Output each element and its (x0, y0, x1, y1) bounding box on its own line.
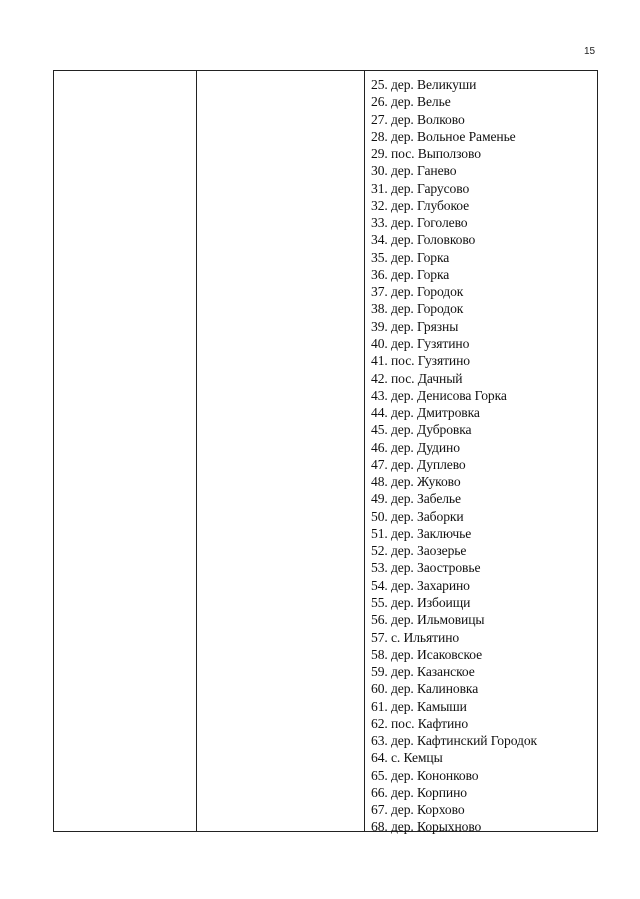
list-item: 59. дер. Казанское (371, 664, 475, 680)
list-item: 67. дер. Корхово (371, 802, 465, 818)
list-item: 54. дер. Захарино (371, 577, 470, 593)
list-item: 50. дер. Заборки (371, 508, 464, 524)
list-item: 58. дер. Исаковское (371, 646, 483, 662)
list-item: 61. дер. Камыши (371, 698, 467, 714)
list-item: 26. дер. Велье (371, 94, 451, 110)
table-column-3 (365, 71, 597, 835)
list-item: 40. дер. Гузятино (371, 335, 470, 351)
list-item: 62. пос. Кафтино (371, 715, 469, 731)
list-item: 27. дер. Волково (371, 111, 465, 127)
list-item: 41. пос. Гузятино (371, 353, 470, 369)
table-column-2 (197, 71, 365, 831)
list-item: 28. дер. Вольное Раменье (371, 128, 516, 144)
list-item: 44. дер. Дмитровка (371, 405, 480, 421)
list-item: 42. пос. Дачный (371, 370, 463, 386)
list-item: 60. дер. Калиновка (371, 681, 479, 697)
list-item: 63. дер. Кафтинский Городок (371, 733, 538, 749)
list-item: 25. дер. Великуши (371, 77, 477, 92)
list-item: 30. дер. Ганево (371, 163, 457, 179)
list-item: 43. дер. Денисова Горка (371, 387, 507, 403)
table-column-1 (54, 71, 197, 831)
list-item: 29. пос. Выползово (371, 146, 481, 162)
list-item: 32. дер. Глубокое (371, 197, 470, 213)
list-item: 46. дер. Дудино (371, 439, 460, 455)
list-item: 33. дер. Гоголево (371, 215, 468, 231)
settlement-list (365, 76, 597, 836)
list-item: 37. дер. Городок (371, 284, 464, 300)
list-item: 49. дер. Забелье (371, 491, 461, 507)
list-item: 48. дер. Жуково (371, 474, 461, 490)
list-item: 31. дер. Гарусово (371, 180, 470, 196)
list-item: 35. дер. Горка (371, 249, 450, 265)
page-number: 15 (584, 46, 596, 57)
list-item: 51. дер. Заключье (371, 525, 472, 541)
list-item: 65. дер. Кононково (371, 767, 479, 783)
list-item: 53. дер. Заостровье (371, 560, 481, 576)
list-item: 34. дер. Головково (371, 232, 476, 248)
list-item: 45. дер. Дубровка (371, 422, 472, 438)
list-item: 39. дер. Грязны (371, 318, 459, 334)
list-item: 66. дер. Корпино (371, 784, 467, 800)
list-item: 68. дер. Корыхново (371, 819, 482, 835)
list-item: 36. дер. Горка (371, 266, 450, 282)
list-item: 64. с. Кемцы (371, 750, 443, 766)
list-item: 52. дер. Заозерье (371, 543, 467, 559)
list-item: 47. дер. Дуплево (371, 456, 466, 472)
list-item: 57. с. Ильятино (371, 629, 460, 645)
list-item: 56. дер. Ильмовицы (371, 612, 485, 628)
settlements-table (53, 70, 598, 835)
list-item: 55. дер. Избоищи (371, 594, 471, 610)
list-item: 38. дер. Городок (371, 301, 464, 317)
